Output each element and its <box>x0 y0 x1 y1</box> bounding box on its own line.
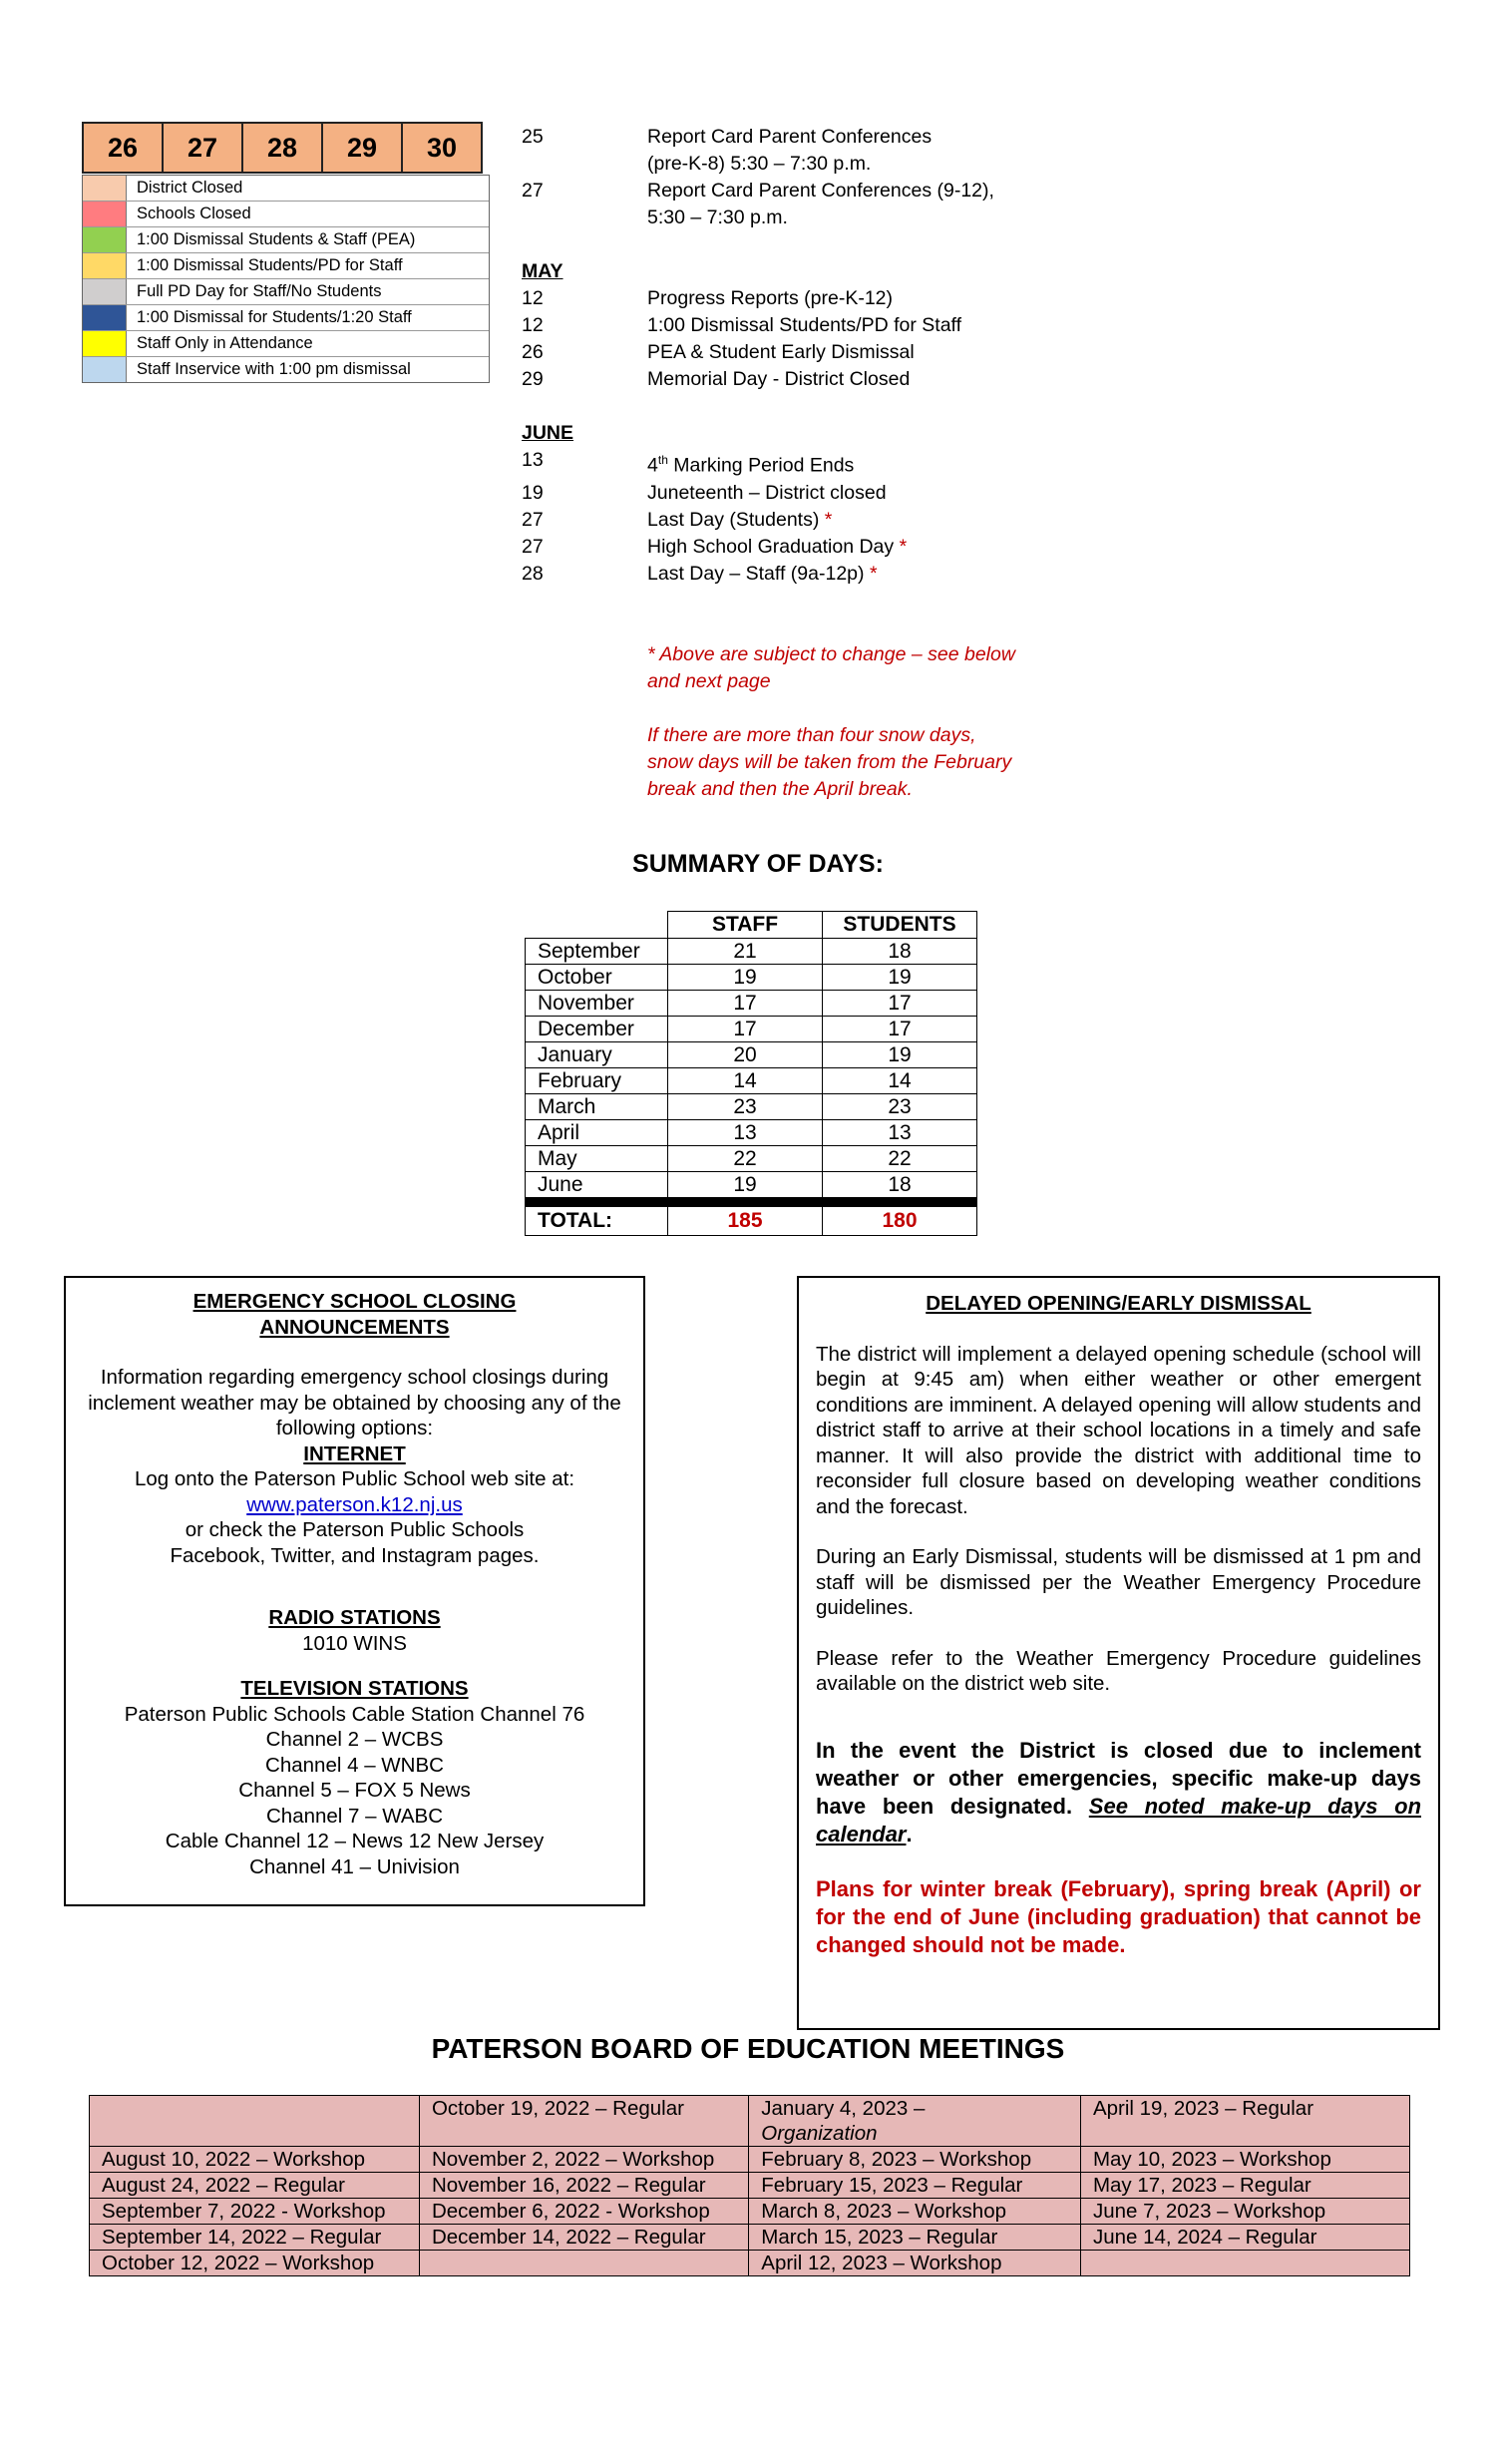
week-day: 29 <box>322 123 402 173</box>
makeup-days-end: . <box>906 1821 913 1847</box>
board-meeting-row <box>90 2251 1410 2276</box>
board-meeting-row <box>90 2147 1410 2173</box>
summary-corner <box>526 912 668 939</box>
internet-line: Facebook, Twitter, and Instagram pages. <box>170 1543 540 1567</box>
makeup-days-text: In the event the District is closed due to inclement weather or other emergencies, specific make-up days have been designated. <box>816 1737 1421 1819</box>
radio-station: 1010 WINS <box>302 1631 407 1655</box>
event-day: 28 <box>522 562 544 585</box>
meeting-date: June 14, 2024 – Regular <box>1092 2226 1317 2249</box>
asterisk-mark: * <box>869 562 878 585</box>
legend-swatch <box>83 202 127 226</box>
legend-item <box>83 279 489 305</box>
emergency-title: EMERGENCY SCHOOL CLOSING <box>192 1290 517 1313</box>
tv-heading: TELEVISION STATIONS <box>240 1677 469 1700</box>
delayed-title: DELAYED OPENING/EARLY DISMISSAL <box>926 1292 1311 1315</box>
meeting-date: June 7, 2023 – Workshop <box>1092 2200 1326 2223</box>
makeup-days-emphasis: See noted make-up days on calendar <box>816 1793 1422 1847</box>
legend-label: 1:00 Dismissal Students & Staff (PEA) <box>137 230 416 248</box>
event-day: 27 <box>522 508 544 531</box>
radio-heading: RADIO STATIONS <box>268 1606 441 1629</box>
summary-staff: 21 <box>668 939 823 965</box>
event-desc <box>647 507 1040 534</box>
event-day: 13 <box>522 449 544 471</box>
summary-month: October <box>526 965 668 991</box>
snow-day-note: If there are more than four snow days, snow days will be taken from the February break and then the April break. <box>647 723 1012 800</box>
event-desc-line: Report Card Parent Conferences <box>647 126 933 148</box>
legend-swatch <box>83 331 127 356</box>
tv-station: Channel 4 – WNBC <box>265 1753 444 1777</box>
board-meeting-cell <box>749 2147 1081 2173</box>
legend-label: Staff Inservice with 1:00 pm dismissal <box>137 360 411 378</box>
plans-warning: Plans for winter break (February), spring break (April) or for the end of June (including graduation) that cannot be changed should not be made. <box>816 1875 1421 1957</box>
event-desc: PEA & Student Early Dismissal <box>647 341 915 363</box>
board-meeting-cell <box>749 2251 1081 2276</box>
event-row <box>522 366 1040 393</box>
summary-month: November <box>526 991 668 1017</box>
district-website-link[interactable]: www.paterson.k12.nj.us <box>246 1492 463 1516</box>
board-meeting-cell <box>419 2225 748 2251</box>
event-desc <box>647 124 1040 178</box>
legend-label: 1:00 Dismissal for Students/1:20 Staff <box>137 308 412 326</box>
internet-line: Log onto the Paterson Public School web site at: <box>134 1467 575 1490</box>
board-meeting-row <box>90 2199 1410 2225</box>
emergency-title: ANNOUNCEMENTS <box>259 1315 450 1339</box>
change-note: * Above are subject to change – see below and next page <box>647 642 1015 692</box>
legend-swatch <box>83 357 127 382</box>
summary-col-staff: STAFF <box>668 912 823 939</box>
summary-row <box>526 1068 977 1094</box>
summary-total-students: 180 <box>823 1207 977 1236</box>
summary-month: May <box>526 1146 668 1172</box>
event-desc <box>647 561 1040 588</box>
month-heading-may: MAY <box>522 260 563 282</box>
legend-swatch <box>83 279 127 304</box>
legend-label: Full PD Day for Staff/No Students <box>137 282 382 300</box>
summary-row <box>526 1094 977 1120</box>
summary-title: SUMMARY OF DAYS: <box>632 850 884 878</box>
event-row <box>522 178 1040 231</box>
summary-month: September <box>526 939 668 965</box>
board-meeting-cell <box>749 2225 1081 2251</box>
summary-row <box>526 965 977 991</box>
board-meeting-cell <box>1080 2251 1409 2276</box>
legend-label: Schools Closed <box>137 205 251 222</box>
makeup-days-paragraph <box>816 1737 1421 1848</box>
event-row <box>522 339 1040 366</box>
event-day: 29 <box>522 368 544 390</box>
summary-month: February <box>526 1068 668 1094</box>
summary-total-staff: 185 <box>668 1207 823 1236</box>
board-meeting-cell <box>1080 2096 1409 2147</box>
summary-students: 18 <box>823 939 977 965</box>
summary-divider <box>668 1198 823 1207</box>
summary-row <box>526 1172 977 1198</box>
tv-station: Channel 7 – WABC <box>266 1804 443 1828</box>
summary-students: 17 <box>823 991 977 1017</box>
event-row <box>522 285 1040 312</box>
event-desc-text: Last Day – Staff (9a-12p) <box>647 562 865 585</box>
summary-students: 19 <box>823 1042 977 1068</box>
board-meeting-cell <box>419 2173 748 2199</box>
board-meeting-cell <box>419 2199 748 2225</box>
meeting-date: August 10, 2022 – Workshop <box>102 2148 366 2171</box>
meeting-date: February 15, 2023 – Regular <box>761 2174 1023 2197</box>
event-desc-sup: th <box>657 453 668 467</box>
emergency-intro: Information regarding emergency school closings during inclement weather may be obtained by choosing any of the following options: <box>88 1366 621 1439</box>
board-meeting-row <box>90 2225 1410 2251</box>
legend-swatch <box>83 176 127 201</box>
summary-students: 13 <box>823 1120 977 1146</box>
event-day: 27 <box>522 180 544 202</box>
board-meeting-cell <box>419 2096 748 2147</box>
summary-students: 22 <box>823 1146 977 1172</box>
event-row <box>522 561 1040 588</box>
events-list <box>522 124 1040 803</box>
board-meeting-cell <box>749 2199 1081 2225</box>
meeting-date: April 12, 2023 – Workshop <box>761 2252 1002 2274</box>
summary-staff: 13 <box>668 1120 823 1146</box>
summary-students: 17 <box>823 1017 977 1042</box>
board-meeting-cell <box>1080 2147 1409 2173</box>
legend-swatch <box>83 253 127 278</box>
event-desc: 1:00 Dismissal Students/PD for Staff <box>647 314 962 336</box>
summary-students: 19 <box>823 965 977 991</box>
meeting-date: December 6, 2022 - Workshop <box>431 2200 710 2223</box>
board-meeting-row <box>90 2096 1410 2147</box>
event-desc-line: 5:30 – 7:30 p.m. <box>647 206 788 228</box>
meeting-date: December 14, 2022 – Regular <box>431 2226 706 2249</box>
meeting-date: May 17, 2023 – Regular <box>1092 2174 1311 2197</box>
tv-station: Channel 41 – Univision <box>249 1854 460 1878</box>
legend-swatch <box>83 227 127 252</box>
legend-label: District Closed <box>137 179 243 197</box>
emergency-closing-box <box>64 1276 645 1906</box>
legend-item <box>83 305 489 331</box>
summary-month: January <box>526 1042 668 1068</box>
summary-month: June <box>526 1172 668 1198</box>
summary-total-label: TOTAL: <box>526 1207 668 1236</box>
event-day: 27 <box>522 535 544 558</box>
event-row <box>522 507 1040 534</box>
meeting-date: October 19, 2022 – Regular <box>431 2097 684 2120</box>
event-row <box>522 447 1040 480</box>
meeting-type-organization: Organization <box>761 2122 878 2145</box>
summary-row <box>526 991 977 1017</box>
tv-station: Channel 2 – WCBS <box>265 1728 444 1751</box>
summary-students: 14 <box>823 1068 977 1094</box>
summary-month: December <box>526 1017 668 1042</box>
board-meeting-cell <box>749 2096 1081 2147</box>
event-desc <box>647 178 1040 231</box>
summary-staff: 23 <box>668 1094 823 1120</box>
meeting-date: March 8, 2023 – Workshop <box>761 2200 1007 2223</box>
event-day: 25 <box>522 126 544 148</box>
summary-table <box>525 911 977 1236</box>
delayed-paragraph: The district will implement a delayed opening schedule (school will begin at 9:45 am) when either weather or other emergent conditions are imminent. A delayed opening will allow students and district staff to arrive at their school locations in a timely and safe manner. It will also provide the district with additional time to reconsider full closure based on developing weather conditions and the forecast. <box>816 1342 1421 1518</box>
event-row <box>522 312 1040 339</box>
legend-item <box>83 227 489 253</box>
board-meeting-cell <box>90 2225 420 2251</box>
board-meeting-cell <box>90 2251 420 2276</box>
meeting-date: November 2, 2022 – Workshop <box>431 2148 715 2171</box>
event-desc-line: Report Card Parent Conferences (9-12), <box>647 180 994 202</box>
meeting-date: September 14, 2022 – Regular <box>102 2226 382 2249</box>
delayed-opening-box <box>797 1276 1440 2030</box>
legend-item <box>83 176 489 202</box>
legend-item <box>83 357 489 382</box>
event-desc-num: 4 <box>647 454 658 477</box>
summary-staff: 19 <box>668 965 823 991</box>
board-meeting-cell <box>90 2199 420 2225</box>
meeting-date: May 10, 2023 – Workshop <box>1092 2148 1331 2171</box>
summary-row <box>526 1042 977 1068</box>
board-meeting-cell <box>1080 2173 1409 2199</box>
board-meeting-cell <box>90 2173 420 2199</box>
board-meeting-cell <box>90 2147 420 2173</box>
summary-staff: 22 <box>668 1146 823 1172</box>
meeting-date: September 7, 2022 - Workshop <box>102 2200 386 2223</box>
legend-item <box>83 202 489 227</box>
summary-divider <box>526 1198 668 1207</box>
legend-label: 1:00 Dismissal Students/PD for Staff <box>137 256 403 274</box>
event-day: 12 <box>522 314 544 336</box>
event-desc: Memorial Day - District Closed <box>647 368 911 390</box>
event-day: 26 <box>522 341 544 363</box>
guidelines-paragraph: Please refer to the Weather Emergency Procedure guidelines available on the district web site. <box>816 1646 1421 1695</box>
board-meetings-title: PATERSON BOARD OF EDUCATION MEETINGS <box>431 2033 1065 2064</box>
meeting-date: February 8, 2023 – Workshop <box>761 2148 1032 2171</box>
summary-col-students: STUDENTS <box>823 912 977 939</box>
meeting-date: March 15, 2023 – Regular <box>761 2226 998 2249</box>
legend-swatch <box>83 305 127 330</box>
summary-month: April <box>526 1120 668 1146</box>
summary-staff: 14 <box>668 1068 823 1094</box>
event-desc-text: High School Graduation Day <box>647 535 895 558</box>
meeting-date: August 24, 2022 – Regular <box>102 2174 345 2197</box>
summary-month: March <box>526 1094 668 1120</box>
week-day: 26 <box>83 123 163 173</box>
event-day: 12 <box>522 287 544 309</box>
legend-label: Staff Only in Attendance <box>137 334 313 352</box>
summary-staff: 17 <box>668 991 823 1017</box>
internet-heading: INTERNET <box>303 1441 406 1465</box>
event-desc: Progress Reports (pre-K-12) <box>647 287 893 309</box>
asterisk-mark: * <box>824 508 833 531</box>
legend-item <box>83 331 489 357</box>
summary-staff: 17 <box>668 1017 823 1042</box>
summary-row <box>526 1017 977 1042</box>
board-meeting-cell <box>749 2173 1081 2199</box>
meeting-date: October 12, 2022 – Workshop <box>102 2252 375 2274</box>
week-day: 30 <box>402 123 482 173</box>
event-row <box>522 534 1040 561</box>
summary-students: 23 <box>823 1094 977 1120</box>
summary-divider <box>823 1198 977 1207</box>
event-row <box>522 480 1040 507</box>
summary-row <box>526 939 977 965</box>
board-meetings-table <box>89 2095 1410 2276</box>
meeting-date: April 19, 2023 – Regular <box>1092 2097 1314 2120</box>
meeting-date: January 4, 2023 – <box>761 2097 926 2120</box>
event-row <box>522 124 1040 178</box>
summary-staff: 20 <box>668 1042 823 1068</box>
month-heading-june: JUNE <box>522 422 574 444</box>
event-desc <box>647 534 1040 561</box>
board-meeting-cell <box>419 2147 748 2173</box>
board-meeting-row <box>90 2173 1410 2199</box>
tv-station: Paterson Public Schools Cable Station Channel 76 <box>124 1702 585 1726</box>
week-strip <box>82 122 483 174</box>
event-desc-text: Marking Period Ends <box>667 454 855 477</box>
event-desc-line: (pre-K-8) 5:30 – 7:30 p.m. <box>647 153 872 175</box>
summary-staff: 19 <box>668 1172 823 1198</box>
tv-station: Channel 5 – FOX 5 News <box>238 1779 471 1802</box>
tv-station: Cable Channel 12 – News 12 New Jersey <box>165 1830 545 1852</box>
internet-line: or check the Paterson Public Schools <box>185 1518 525 1541</box>
summary-row <box>526 1146 977 1172</box>
event-desc: Juneteenth – District closed <box>647 481 887 504</box>
summary-row <box>526 1120 977 1146</box>
board-meeting-cell <box>90 2096 420 2147</box>
summary-students: 18 <box>823 1172 977 1198</box>
dismissal-paragraph: During an Early Dismissal, students will be dismissed at 1 pm and staff will be dismissed per the Weather Emergency Procedure guidelines. <box>816 1545 1421 1619</box>
asterisk-mark: * <box>899 535 908 558</box>
color-legend <box>82 175 490 383</box>
meeting-date: November 16, 2022 – Regular <box>431 2174 706 2197</box>
week-day: 27 <box>163 123 242 173</box>
board-meeting-cell <box>419 2251 748 2276</box>
board-meeting-cell <box>1080 2225 1409 2251</box>
week-day: 28 <box>242 123 322 173</box>
event-desc-text: Last Day (Students) <box>647 508 820 531</box>
event-desc <box>647 447 1040 480</box>
event-day: 19 <box>522 481 544 504</box>
legend-item <box>83 253 489 279</box>
board-meeting-cell <box>1080 2199 1409 2225</box>
